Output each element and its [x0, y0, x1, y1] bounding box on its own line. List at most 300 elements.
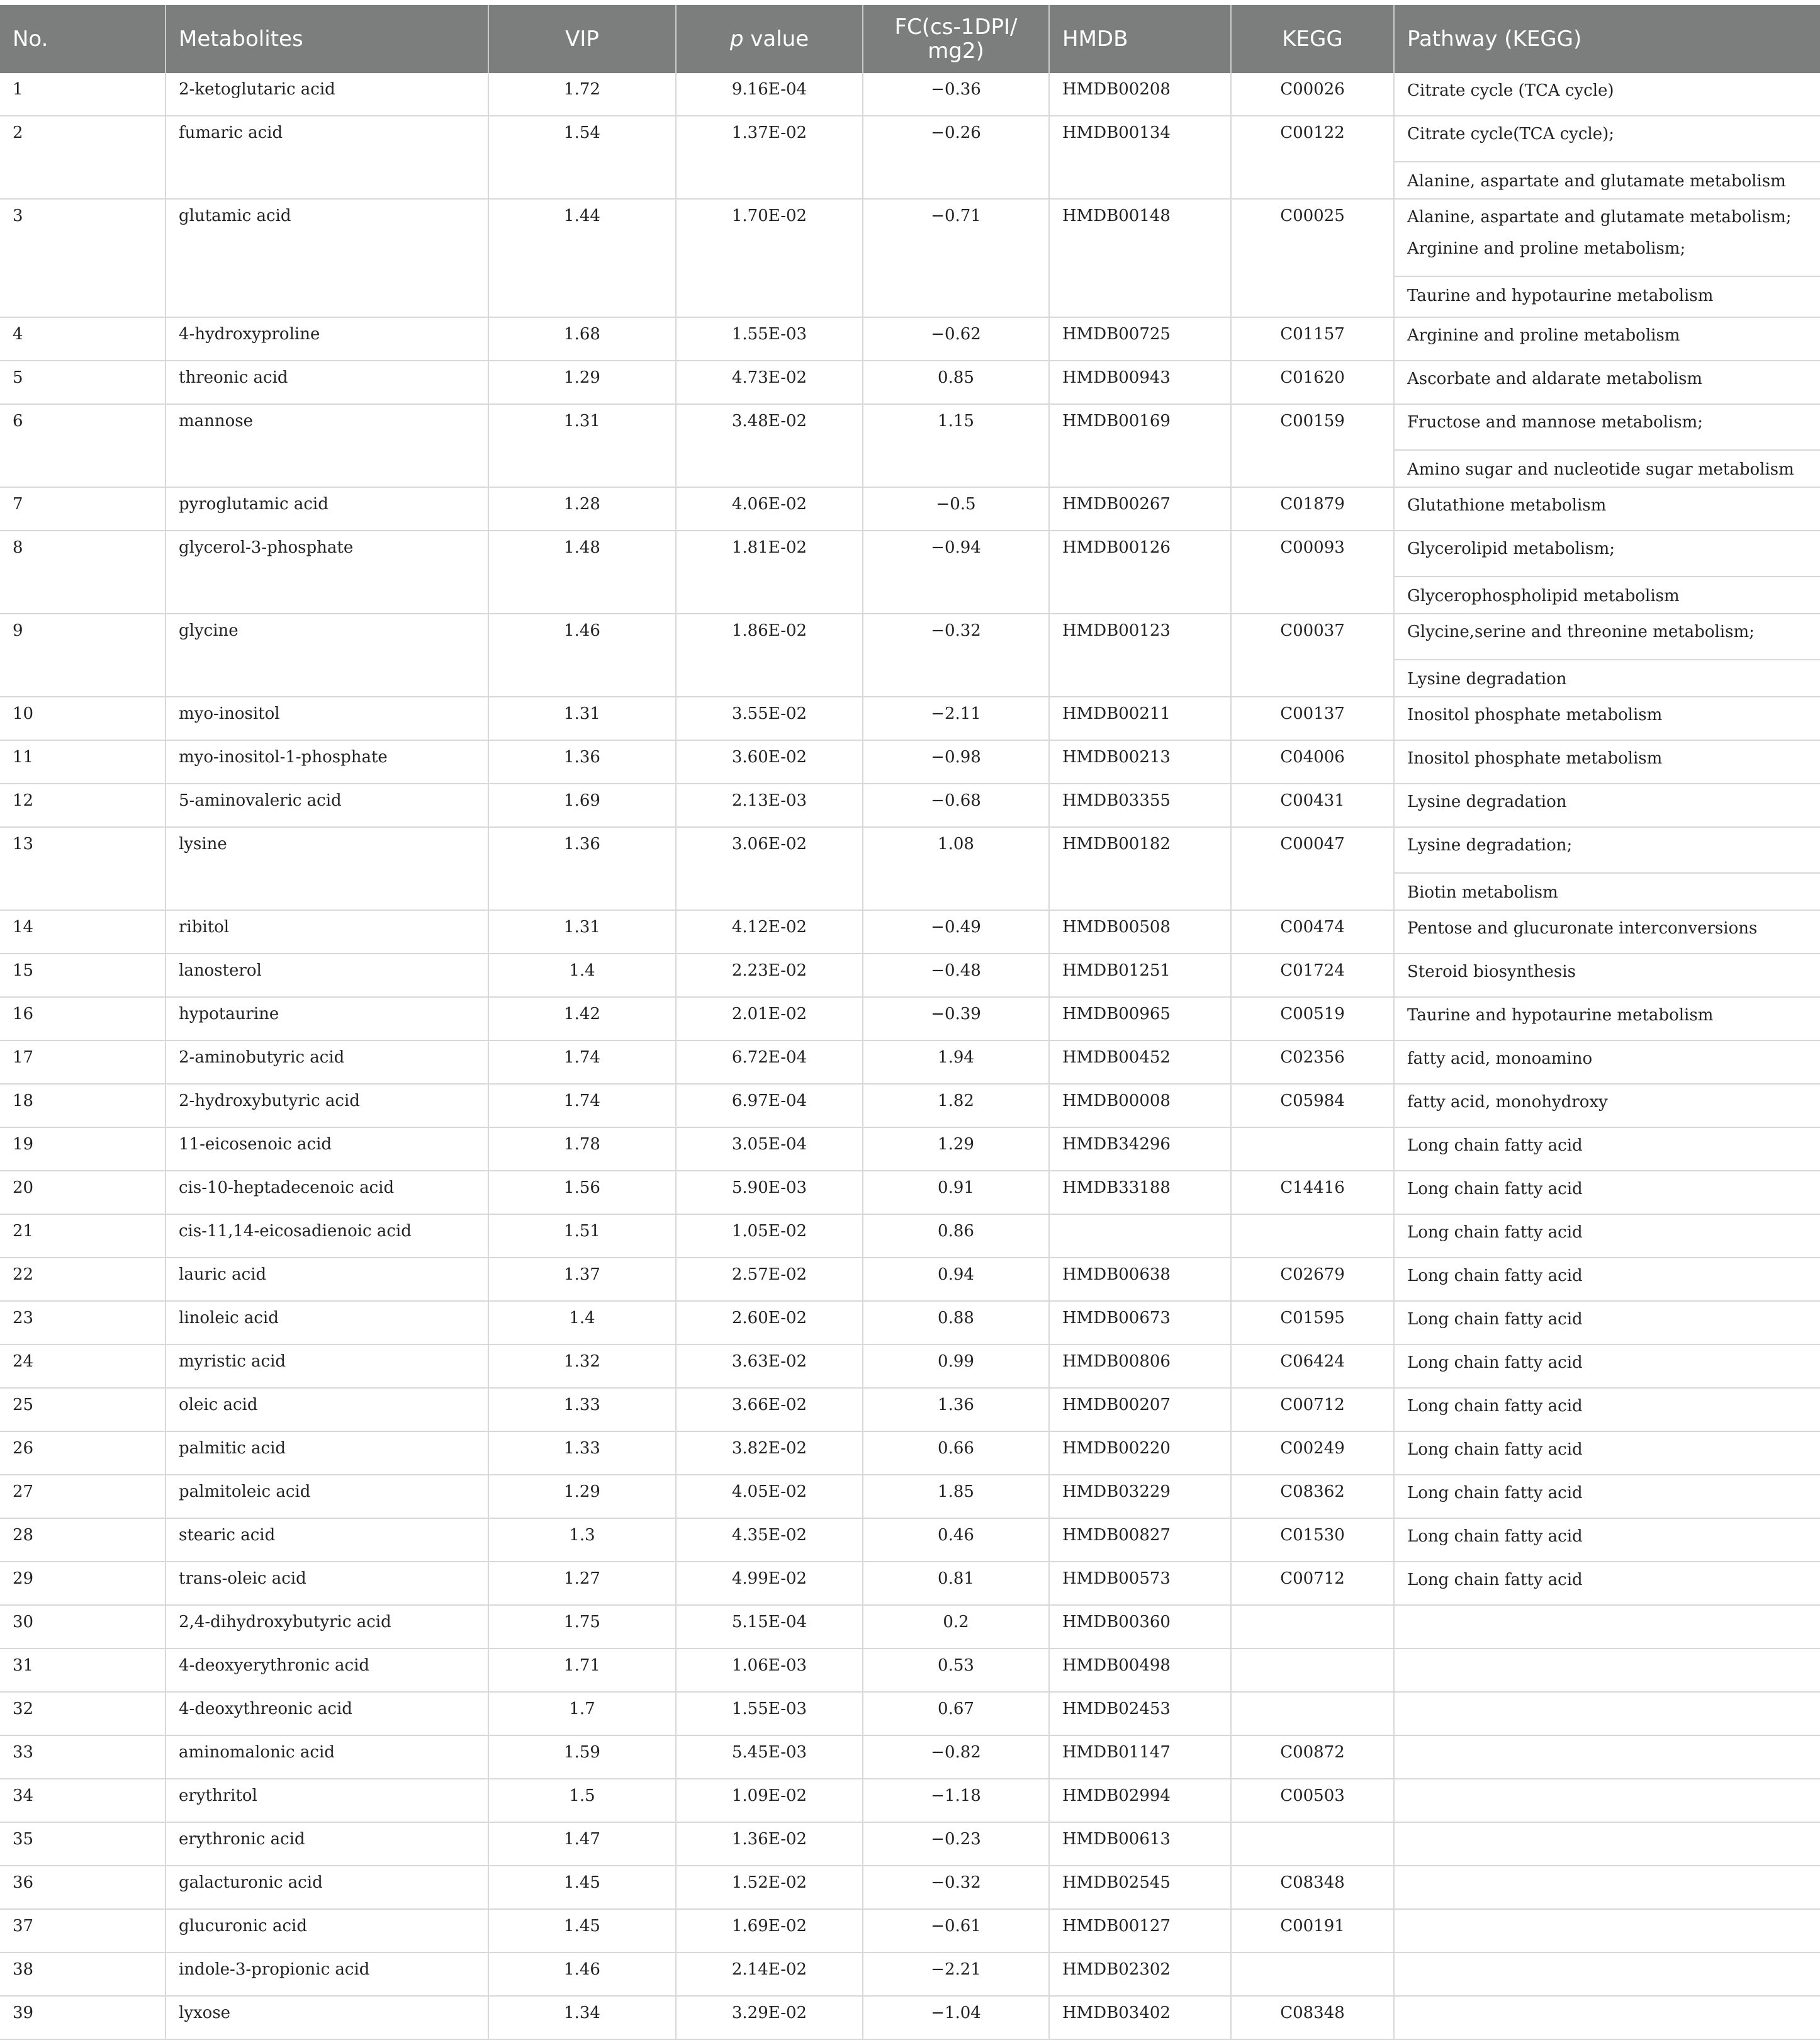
- cell-kegg: C02679: [1231, 1258, 1394, 1301]
- cell-vip: 1.37: [488, 1258, 676, 1301]
- cell-kegg: C01879: [1231, 487, 1394, 531]
- cell-p-value: 1.55E-03: [676, 317, 863, 361]
- cell-kegg: [1231, 1214, 1394, 1258]
- cell-vip: 1.45: [488, 1909, 676, 1953]
- cell-metabolite: glycine: [166, 614, 488, 697]
- pathway-entry: Inositol phosphate metabolism: [1407, 749, 1663, 768]
- pathway-entry: Arginine and proline metabolism: [1407, 326, 1680, 345]
- cell-vip: 1.74: [488, 1040, 676, 1084]
- cell-hmdb: HMDB01147: [1049, 1735, 1231, 1779]
- cell-p-value: 1.55E-03: [676, 1692, 863, 1735]
- cell-fc: −0.32: [863, 1866, 1049, 1909]
- table-row: [0, 1909, 1820, 1953]
- cell-fc: 1.29: [863, 1127, 1049, 1171]
- table-row: [0, 1475, 1820, 1518]
- cell-no: 24: [0, 1344, 166, 1388]
- cell-metabolite: palmitoleic acid: [166, 1475, 488, 1518]
- cell-kegg: C06424: [1231, 1344, 1394, 1388]
- cell-pathway: [1394, 1996, 1820, 2039]
- cell-metabolite: oleic acid: [166, 1388, 488, 1431]
- table-row: [0, 1171, 1820, 1214]
- pathway-entry: Lysine degradation;: [1407, 836, 1573, 855]
- cell-fc: −0.32: [863, 614, 1049, 697]
- cell-p-value: 3.48E-02: [676, 404, 863, 487]
- cell-vip: 1.29: [488, 361, 676, 404]
- cell-no: 2: [0, 116, 166, 199]
- cell-fc: 0.67: [863, 1692, 1049, 1735]
- cell-vip: 1.69: [488, 784, 676, 827]
- table-row: [0, 1779, 1820, 1822]
- cell-pathway: [1394, 317, 1820, 361]
- table-row: [0, 361, 1820, 404]
- cell-pathway: [1394, 531, 1820, 614]
- table-row: [0, 1648, 1820, 1692]
- cell-p-value: 1.81E-02: [676, 531, 863, 614]
- cell-hmdb: HMDB00806: [1049, 1344, 1231, 1388]
- cell-no: 19: [0, 1127, 166, 1171]
- cell-fc: 0.94: [863, 1258, 1049, 1301]
- cell-pathway: [1394, 199, 1820, 317]
- cell-kegg: C00249: [1231, 1431, 1394, 1475]
- table-row: [0, 1388, 1820, 1431]
- cell-hmdb: [1049, 1214, 1231, 1258]
- table-row: [0, 1344, 1820, 1388]
- cell-fc: 0.66: [863, 1431, 1049, 1475]
- cell-no: 3: [0, 199, 166, 317]
- cell-p-value: 1.09E-02: [676, 1779, 863, 1822]
- cell-p-value: 3.60E-02: [676, 740, 863, 784]
- cell-no: 13: [0, 827, 166, 910]
- cell-no: 17: [0, 1040, 166, 1084]
- cell-vip: 1.31: [488, 404, 676, 487]
- pathway-entry: Glycine,serine and threonine metabolism;: [1407, 623, 1755, 641]
- cell-hmdb: HMDB34296: [1049, 1127, 1231, 1171]
- cell-kegg: C00474: [1231, 910, 1394, 954]
- cell-pathway: [1394, 1518, 1820, 1562]
- cell-vip: 1.78: [488, 1127, 676, 1171]
- cell-pathway: [1394, 1779, 1820, 1822]
- cell-p-value: 1.36E-02: [676, 1822, 863, 1866]
- cell-fc: −0.61: [863, 1909, 1049, 1953]
- cell-metabolite: cis-11,14-eicosadienoic acid: [166, 1214, 488, 1258]
- cell-no: 35: [0, 1822, 166, 1866]
- cell-kegg: C14416: [1231, 1171, 1394, 1214]
- cell-pathway: [1394, 827, 1820, 910]
- cell-p-value: 3.05E-04: [676, 1127, 863, 1171]
- cell-p-value: 9.16E-04: [676, 73, 863, 116]
- cell-pathway: [1394, 1040, 1820, 1084]
- cell-p-value: 5.45E-03: [676, 1735, 863, 1779]
- cell-no: 25: [0, 1388, 166, 1431]
- cell-vip: 1.32: [488, 1344, 676, 1388]
- cell-vip: 1.68: [488, 317, 676, 361]
- cell-hmdb: HMDB00123: [1049, 614, 1231, 697]
- cell-p-value: 3.29E-02: [676, 1996, 863, 2039]
- cell-fc: 1.82: [863, 1084, 1049, 1127]
- cell-p-value: 5.15E-04: [676, 1605, 863, 1648]
- cell-pathway: [1394, 1866, 1820, 1909]
- cell-no: 21: [0, 1214, 166, 1258]
- cell-metabolite: fumaric acid: [166, 116, 488, 199]
- cell-fc: 0.81: [863, 1562, 1049, 1605]
- table-row: [0, 73, 1820, 116]
- cell-kegg: C00159: [1231, 404, 1394, 487]
- cell-p-value: 4.05E-02: [676, 1475, 863, 1518]
- table-row: [0, 740, 1820, 784]
- pathway-entry: Long chain fatty acid: [1407, 1353, 1583, 1372]
- cell-p-value: 4.06E-02: [676, 487, 863, 531]
- cell-metabolite: mannose: [166, 404, 488, 487]
- cell-pathway: [1394, 1258, 1820, 1301]
- cell-vip: 1.74: [488, 1084, 676, 1127]
- cell-p-value: 3.06E-02: [676, 827, 863, 910]
- cell-vip: 1.36: [488, 827, 676, 910]
- cell-vip: 1.3: [488, 1518, 676, 1562]
- cell-metabolite: threonic acid: [166, 361, 488, 404]
- cell-vip: 1.7: [488, 1692, 676, 1735]
- cell-no: 33: [0, 1735, 166, 1779]
- header-p-rest: value: [743, 26, 809, 52]
- cell-pathway: [1394, 1214, 1820, 1258]
- cell-metabolite: lyxose: [166, 1996, 488, 2039]
- cell-hmdb: HMDB02453: [1049, 1692, 1231, 1735]
- cell-p-value: 1.37E-02: [676, 116, 863, 199]
- cell-pathway: [1394, 1084, 1820, 1127]
- cell-no: 27: [0, 1475, 166, 1518]
- pathway-entry: Citrate cycle(TCA cycle);: [1407, 125, 1615, 144]
- cell-vip: 1.72: [488, 73, 676, 116]
- cell-no: 28: [0, 1518, 166, 1562]
- cell-metabolite: pyroglutamic acid: [166, 487, 488, 531]
- table-row: [0, 1996, 1820, 2039]
- table-row: [0, 1953, 1820, 1996]
- cell-no: 34: [0, 1779, 166, 1822]
- cell-kegg: C00093: [1231, 531, 1394, 614]
- cell-no: 36: [0, 1866, 166, 1909]
- cell-pathway: [1394, 954, 1820, 997]
- cell-metabolite: erythronic acid: [166, 1822, 488, 1866]
- cell-pathway: [1394, 404, 1820, 487]
- cell-kegg: [1231, 1953, 1394, 1996]
- cell-hmdb: HMDB00943: [1049, 361, 1231, 404]
- cell-kegg: [1231, 1127, 1394, 1171]
- cell-no: 37: [0, 1909, 166, 1953]
- cell-vip: 1.4: [488, 1301, 676, 1344]
- cell-pathway: [1394, 1692, 1820, 1735]
- cell-vip: 1.27: [488, 1562, 676, 1605]
- cell-hmdb: HMDB00638: [1049, 1258, 1231, 1301]
- cell-vip: 1.36: [488, 740, 676, 784]
- cell-p-value: 2.13E-03: [676, 784, 863, 827]
- cell-metabolite: myo-inositol-1-phosphate: [166, 740, 488, 784]
- table-row: [0, 1214, 1820, 1258]
- cell-no: 23: [0, 1301, 166, 1344]
- cell-vip: 1.33: [488, 1431, 676, 1475]
- cell-pathway: [1394, 1909, 1820, 1953]
- pathway-entry: Long chain fatty acid: [1407, 1570, 1583, 1589]
- cell-fc: −0.62: [863, 317, 1049, 361]
- cell-fc: −0.94: [863, 531, 1049, 614]
- cell-fc: −1.18: [863, 1779, 1049, 1822]
- cell-fc: 0.91: [863, 1171, 1049, 1214]
- cell-fc: 0.85: [863, 361, 1049, 404]
- cell-hmdb: HMDB00498: [1049, 1648, 1231, 1692]
- pathway-entry: Amino sugar and nucleotide sugar metabolism: [1395, 449, 1820, 481]
- cell-vip: 1.31: [488, 697, 676, 740]
- cell-pathway: [1394, 1953, 1820, 1996]
- cell-fc: −0.23: [863, 1822, 1049, 1866]
- cell-metabolite: 4-deoxyerythronic acid: [166, 1648, 488, 1692]
- pathway-entry: Alanine, aspartate and glutamate metabolism: [1395, 161, 1820, 193]
- cell-fc: 0.86: [863, 1214, 1049, 1258]
- cell-fc: −0.48: [863, 954, 1049, 997]
- cell-no: 29: [0, 1562, 166, 1605]
- table-row: [0, 1822, 1820, 1866]
- cell-metabolite: galacturonic acid: [166, 1866, 488, 1909]
- cell-p-value: 4.73E-02: [676, 361, 863, 404]
- cell-hmdb: HMDB00220: [1049, 1431, 1231, 1475]
- cell-fc: 0.88: [863, 1301, 1049, 1344]
- cell-kegg: C08348: [1231, 1866, 1394, 1909]
- cell-vip: 1.46: [488, 614, 676, 697]
- cell-kegg: C08348: [1231, 1996, 1394, 2039]
- cell-pathway: [1394, 1475, 1820, 1518]
- table-row: [0, 1605, 1820, 1648]
- table-row: [0, 199, 1820, 317]
- cell-p-value: 3.55E-02: [676, 697, 863, 740]
- cell-vip: 1.4: [488, 954, 676, 997]
- pathway-entry: Citrate cycle (TCA cycle): [1407, 81, 1614, 100]
- cell-fc: 0.99: [863, 1344, 1049, 1388]
- table-row: [0, 1562, 1820, 1605]
- cell-kegg: C00872: [1231, 1735, 1394, 1779]
- cell-hmdb: HMDB00134: [1049, 116, 1231, 199]
- cell-metabolite: glycerol-3-phosphate: [166, 531, 488, 614]
- cell-kegg: C05984: [1231, 1084, 1394, 1127]
- cell-metabolite: 11-eicosenoic acid: [166, 1127, 488, 1171]
- cell-metabolite: lauric acid: [166, 1258, 488, 1301]
- pathway-entry: Taurine and hypotaurine metabolism: [1395, 276, 1820, 307]
- cell-hmdb: HMDB00508: [1049, 910, 1231, 954]
- cell-vip: 1.54: [488, 116, 676, 199]
- cell-kegg: C08362: [1231, 1475, 1394, 1518]
- cell-p-value: 5.90E-03: [676, 1171, 863, 1214]
- cell-p-value: 1.69E-02: [676, 1909, 863, 1953]
- pathway-entry: Glutathione metabolism: [1407, 496, 1607, 515]
- cell-vip: 1.5: [488, 1779, 676, 1822]
- cell-p-value: 6.72E-04: [676, 1040, 863, 1084]
- cell-no: 9: [0, 614, 166, 697]
- cell-hmdb: HMDB02302: [1049, 1953, 1231, 1996]
- cell-metabolite: 4-hydroxyproline: [166, 317, 488, 361]
- cell-p-value: 1.06E-03: [676, 1648, 863, 1692]
- cell-p-value: 4.35E-02: [676, 1518, 863, 1562]
- table-row: [0, 697, 1820, 740]
- cell-pathway: [1394, 1171, 1820, 1214]
- cell-vip: 1.42: [488, 997, 676, 1040]
- cell-pathway: [1394, 1605, 1820, 1648]
- cell-hmdb: HMDB00207: [1049, 1388, 1231, 1431]
- cell-fc: 0.46: [863, 1518, 1049, 1562]
- cell-p-value: 1.05E-02: [676, 1214, 863, 1258]
- header-metabolites: Metabolites: [166, 5, 488, 73]
- cell-metabolite: 2,4-dihydroxybutyric acid: [166, 1605, 488, 1648]
- cell-fc: 1.15: [863, 404, 1049, 487]
- cell-metabolite: palmitic acid: [166, 1431, 488, 1475]
- pathway-entry: Long chain fatty acid: [1407, 1484, 1583, 1502]
- cell-vip: 1.71: [488, 1648, 676, 1692]
- cell-metabolite: glutamic acid: [166, 199, 488, 317]
- cell-metabolite: ribitol: [166, 910, 488, 954]
- cell-no: 5: [0, 361, 166, 404]
- cell-vip: 1.56: [488, 1171, 676, 1214]
- table-row: [0, 1735, 1820, 1779]
- cell-pathway: [1394, 116, 1820, 199]
- cell-kegg: C00712: [1231, 1388, 1394, 1431]
- cell-kegg: C00025: [1231, 199, 1394, 317]
- cell-hmdb: HMDB00725: [1049, 317, 1231, 361]
- cell-p-value: 4.12E-02: [676, 910, 863, 954]
- cell-kegg: C00712: [1231, 1562, 1394, 1605]
- cell-hmdb: HMDB00213: [1049, 740, 1231, 784]
- cell-kegg: C00503: [1231, 1779, 1394, 1822]
- cell-fc: 0.2: [863, 1605, 1049, 1648]
- cell-metabolite: trans-oleic acid: [166, 1562, 488, 1605]
- cell-no: 12: [0, 784, 166, 827]
- cell-no: 8: [0, 531, 166, 614]
- cell-kegg: [1231, 1822, 1394, 1866]
- cell-kegg: C00037: [1231, 614, 1394, 697]
- cell-no: 10: [0, 697, 166, 740]
- cell-p-value: 3.66E-02: [676, 1388, 863, 1431]
- pathway-entry: Alanine, aspartate and glutamate metabolism;: [1407, 208, 1792, 227]
- cell-p-value: 1.86E-02: [676, 614, 863, 697]
- cell-p-value: 2.14E-02: [676, 1953, 863, 1996]
- pathway-entry: fatty acid, monoamino: [1407, 1049, 1593, 1068]
- cell-metabolite: hypotaurine: [166, 997, 488, 1040]
- pathway-entry: Long chain fatty acid: [1407, 1136, 1583, 1155]
- pathway-entry: Long chain fatty acid: [1407, 1266, 1583, 1285]
- cell-pathway: [1394, 1822, 1820, 1866]
- table-row: [0, 784, 1820, 827]
- cell-fc: −1.04: [863, 1996, 1049, 2039]
- header-pathway: Pathway (KEGG): [1394, 5, 1820, 73]
- pathway-entry: Long chain fatty acid: [1407, 1527, 1583, 1546]
- cell-fc: −0.5: [863, 487, 1049, 531]
- header-p-value: [676, 5, 863, 73]
- header-no: No.: [0, 5, 166, 73]
- table-row: [0, 1258, 1820, 1301]
- cell-no: 26: [0, 1431, 166, 1475]
- cell-hmdb: HMDB00613: [1049, 1822, 1231, 1866]
- cell-fc: 1.94: [863, 1040, 1049, 1084]
- cell-no: 4: [0, 317, 166, 361]
- header-hmdb: HMDB: [1049, 5, 1231, 73]
- cell-no: 39: [0, 1996, 166, 2039]
- cell-fc: −0.82: [863, 1735, 1049, 1779]
- cell-hmdb: HMDB00182: [1049, 827, 1231, 910]
- cell-no: 11: [0, 740, 166, 784]
- pathway-entry: Long chain fatty acid: [1407, 1223, 1583, 1242]
- pathway-entry: Arginine and proline metabolism;: [1407, 239, 1686, 258]
- cell-metabolite: glucuronic acid: [166, 1909, 488, 1953]
- cell-kegg: C01724: [1231, 954, 1394, 997]
- pathway-entry: Inositol phosphate metabolism: [1407, 706, 1663, 724]
- table-row: [0, 404, 1820, 487]
- cell-pathway: [1394, 740, 1820, 784]
- cell-vip: 1.34: [488, 1996, 676, 2039]
- cell-hmdb: HMDB00452: [1049, 1040, 1231, 1084]
- cell-metabolite: 2-hydroxybutyric acid: [166, 1084, 488, 1127]
- cell-pathway: [1394, 1344, 1820, 1388]
- cell-kegg: C01157: [1231, 317, 1394, 361]
- table-row: [0, 1518, 1820, 1562]
- cell-kegg: C00191: [1231, 1909, 1394, 1953]
- cell-kegg: C00047: [1231, 827, 1394, 910]
- cell-p-value: 1.52E-02: [676, 1866, 863, 1909]
- pathway-entry: Long chain fatty acid: [1407, 1397, 1583, 1416]
- cell-pathway: [1394, 1301, 1820, 1344]
- cell-vip: 1.47: [488, 1822, 676, 1866]
- table-body: [0, 73, 1820, 2039]
- header-vip: VIP: [488, 5, 676, 73]
- table-row: [0, 1866, 1820, 1909]
- cell-no: 15: [0, 954, 166, 997]
- cell-metabolite: linoleic acid: [166, 1301, 488, 1344]
- cell-vip: 1.29: [488, 1475, 676, 1518]
- cell-metabolite: erythritol: [166, 1779, 488, 1822]
- cell-fc: 1.08: [863, 827, 1049, 910]
- cell-kegg: C00137: [1231, 697, 1394, 740]
- cell-no: 7: [0, 487, 166, 531]
- cell-no: 38: [0, 1953, 166, 1996]
- pathway-entry: Biotin metabolism: [1395, 872, 1820, 904]
- cell-no: 1: [0, 73, 166, 116]
- cell-p-value: 2.01E-02: [676, 997, 863, 1040]
- cell-metabolite: stearic acid: [166, 1518, 488, 1562]
- cell-pathway: [1394, 614, 1820, 697]
- cell-pathway: [1394, 73, 1820, 116]
- cell-fc: −0.98: [863, 740, 1049, 784]
- cell-kegg: C01595: [1231, 1301, 1394, 1344]
- cell-hmdb: HMDB03402: [1049, 1996, 1231, 2039]
- cell-p-value: 3.82E-02: [676, 1431, 863, 1475]
- pathway-entry: fatty acid, monohydroxy: [1407, 1093, 1608, 1112]
- cell-fc: −0.36: [863, 73, 1049, 116]
- cell-hmdb: HMDB00827: [1049, 1518, 1231, 1562]
- cell-kegg: C00122: [1231, 116, 1394, 199]
- header-fc: FC(cs-1DPI/ mg2): [863, 5, 1049, 73]
- cell-hmdb: HMDB02994: [1049, 1779, 1231, 1822]
- cell-fc: 0.53: [863, 1648, 1049, 1692]
- cell-metabolite: myristic acid: [166, 1344, 488, 1388]
- cell-vip: 1.33: [488, 1388, 676, 1431]
- header-kegg: KEGG: [1231, 5, 1394, 73]
- cell-metabolite: indole-3-propionic acid: [166, 1953, 488, 1996]
- cell-pathway: [1394, 784, 1820, 827]
- cell-hmdb: HMDB33188: [1049, 1171, 1231, 1214]
- cell-p-value: 2.57E-02: [676, 1258, 863, 1301]
- cell-hmdb: HMDB00008: [1049, 1084, 1231, 1127]
- cell-kegg: [1231, 1648, 1394, 1692]
- cell-pathway: [1394, 1562, 1820, 1605]
- cell-pathway: [1394, 1127, 1820, 1171]
- table-row: [0, 487, 1820, 531]
- pathway-entry: Lysine degradation: [1407, 792, 1567, 811]
- cell-metabolite: 2-ketoglutaric acid: [166, 73, 488, 116]
- cell-pathway: [1394, 1648, 1820, 1692]
- cell-no: 6: [0, 404, 166, 487]
